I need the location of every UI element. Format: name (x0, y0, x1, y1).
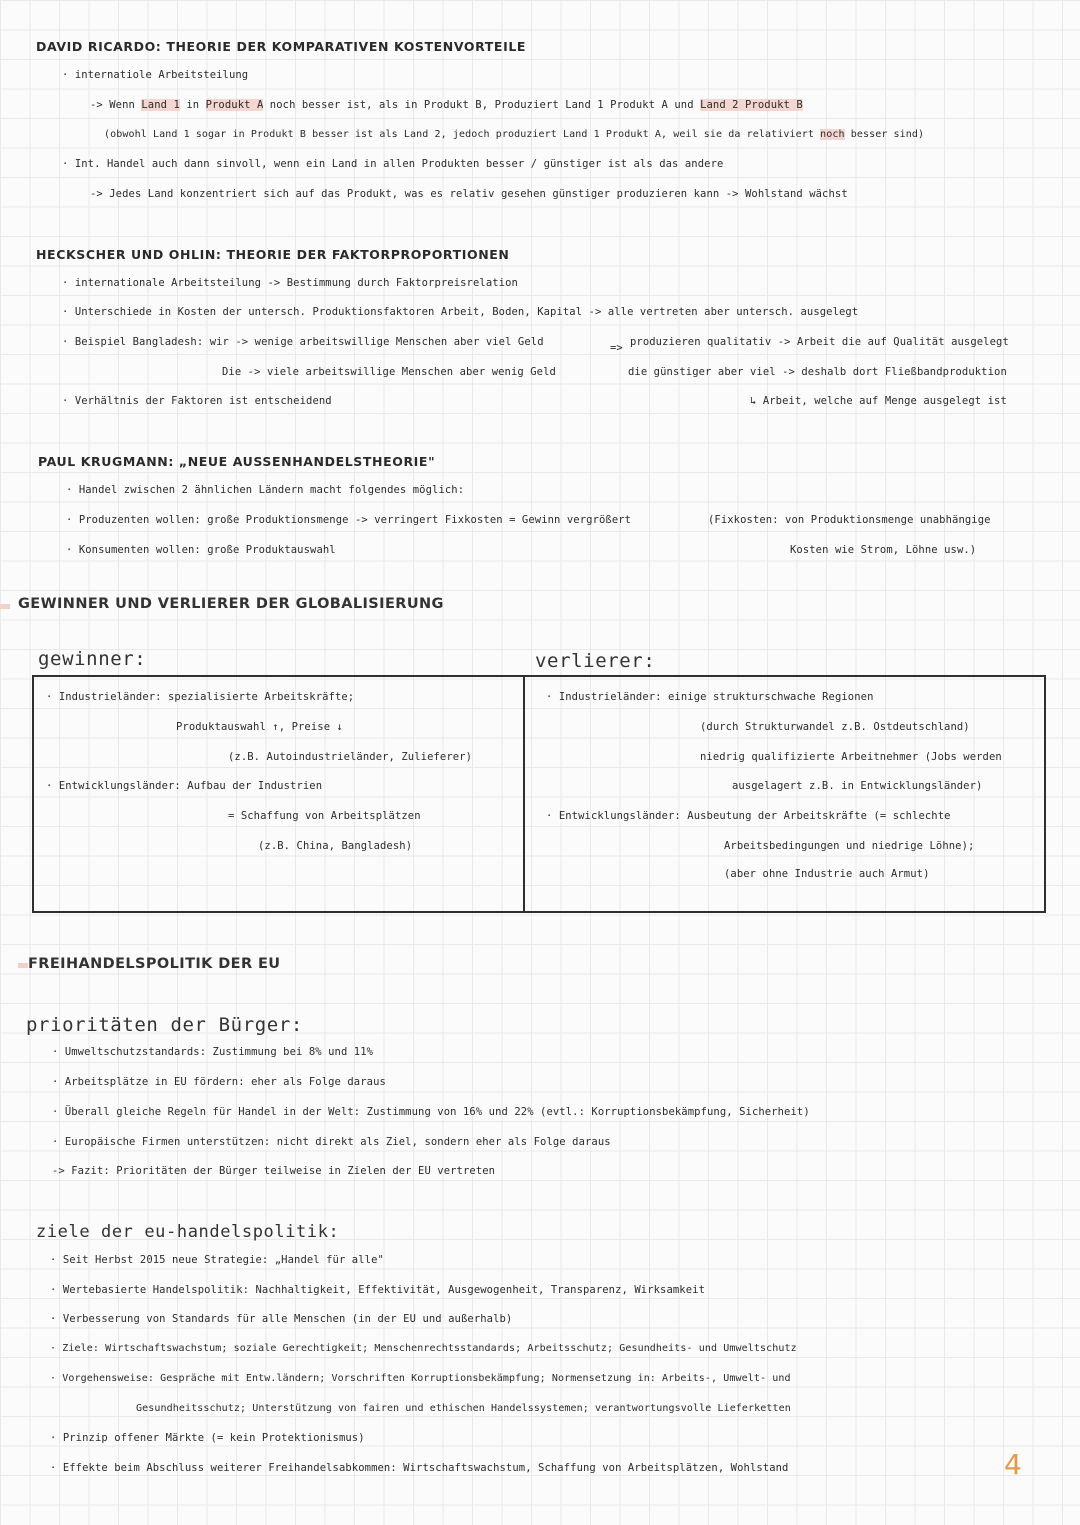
ricardo-line-3 (104, 129, 924, 140)
ziele-line-7: · Prinzip offener Märkte (= kein Protektionismus) (50, 1432, 365, 1444)
highlight-land-2: Land 2 Produkt B (700, 99, 803, 111)
krugmann-heading: PAUL KRUGMANN: „NEUE AUSSENHANDELSTHEORIE" (38, 454, 436, 469)
ziele-line-5: · Vorgehensweise: Gespräche mit Entw.ländern; Vorschriften Korruptionsbekämpfung; Normensetzung in: Arbeits-, Umwelt- und (50, 1373, 791, 1384)
prio-line-4: · Europäische Firmen unterstützen: nicht direkt als Ziel, sondern eher als Folge daraus (52, 1136, 611, 1148)
ricardo-line-1: · internatiole Arbeitsteilung (62, 69, 249, 81)
heckscher-line-5a: · Verhältnis der Faktoren ist entscheidend (62, 395, 332, 407)
krugmann-line-2b: (Fixkosten: von Produktionsmenge unabhängige (708, 514, 991, 526)
verlierer-line-7: (aber ohne Industrie auch Armut) (724, 868, 930, 880)
verlierer-line-6: Arbeitsbedingungen und niedrige Löhne); (724, 840, 975, 852)
ziele-title: ziele der eu-handelspolitik: (36, 1222, 340, 1242)
heckscher-line-5b: ↳ Arbeit, welche auf Menge ausgelegt ist (750, 395, 1007, 407)
krugmann-line-1: · Handel zwischen 2 ähnlichen Ländern macht folgendes möglich: (66, 484, 465, 496)
krugmann-line-3a: · Konsumenten wollen: große Produktauswahl (66, 544, 336, 556)
heckscher-line-3c: produzieren qualitativ -> Arbeit die auf Qualität ausgelegt (630, 336, 1009, 348)
krugmann-line-3b: Kosten wie Strom, Löhne usw.) (790, 544, 977, 556)
prio-line-5: -> Fazit: Prioritäten der Bürger teilweise in Zielen der EU vertreten (52, 1165, 496, 1177)
verlierer-line-5: · Entwicklungsländer: Ausbeutung der Arbeitskräfte (= schlechte (546, 810, 951, 822)
heckscher-heading: HECKSCHER UND OHLIN: THEORIE DER FAKTORPROPORTIONEN (36, 247, 510, 262)
freihandel-heading: FREIHANDELSPOLITIK DER EU (28, 956, 281, 972)
text-fragment: (obwohl Land 1 sogar in Produkt B besser ist als Land 2, jedoch produziert Land 1 Produkt A, weil sie da relativiert (104, 129, 821, 140)
gewinner-line-3: (z.B. Autoindustrieländer, Zulieferer) (228, 751, 473, 763)
prio-line-1: · Umweltschutzstandards: Zustimmung bei 8% und 11% (52, 1046, 374, 1058)
heckscher-line-4a: Die -> viele arbeitswillige Menschen aber wenig Geld (222, 366, 556, 378)
highlight-produkt-a: Produkt A (205, 99, 264, 111)
heading-accent-bar (18, 963, 28, 968)
heckscher-line-2: · Unterschiede in Kosten der untersch. Produktionsfaktoren Arbeit, Boden, Kapital -> alle vertreten aber untersch. ausgelegt (62, 306, 859, 318)
text-fragment: besser sind) (844, 129, 925, 140)
ziele-line-4: · Ziele: Wirtschaftswachstum; soziale Gerechtigkeit; Menschenrechtsstandards; Arbeitsschutz; Gesundheits- und Umweltschutz (50, 1343, 797, 1354)
ziele-line-2: · Wertebasierte Handelspolitik: Nachhaltigkeit, Effektivität, Ausgewogenheit, Transparenz, Wirksamkeit (50, 1284, 705, 1296)
ziele-line-6: Gesundheitsschutz; Unterstützung von fairen und ethischen Handelssystemen; verantwortungsvolle Lieferketten (136, 1403, 791, 1414)
verlierer-line-4: ausgelagert z.B. in Entwicklungsländer) (732, 780, 983, 792)
ziele-line-8: · Effekte beim Abschluss weiterer Freihandelsabkommen: Wirtschaftswachstum, Schaffung von Arbeitsplätzen, Wohlstand (50, 1462, 789, 1474)
ricardo-heading: DAVID RICARDO: THEORIE DER KOMPARATIVEN KOSTENVORTEILE (36, 39, 527, 54)
ricardo-line-5: -> Jedes Land konzentriert sich auf das Produkt, was es relativ gesehen günstiger produzieren kann -> Wohlstand wächst (90, 188, 848, 200)
ziele-line-3: · Verbesserung von Standards für alle Menschen (in der EU und außerhalb) (50, 1313, 513, 1325)
heckscher-arrow: => (610, 342, 623, 354)
heckscher-line-1: · internationale Arbeitsteilung -> Bestimmung durch Faktorpreisrelation (62, 277, 518, 289)
globalisierung-heading: GEWINNER UND VERLIERER DER GLOBALISIERUNG (18, 596, 444, 612)
verlierer-line-2: (durch Strukturwandel z.B. Ostdeutschland) (700, 721, 970, 733)
krugmann-line-2a: · Produzenten wollen: große Produktionsmenge -> verringert Fixkosten = Gewinn vergrößert (66, 514, 632, 526)
heckscher-line-4b: die günstiger aber viel -> deshalb dort Fließbandproduktion (628, 366, 1007, 378)
verlierer-line-3: niedrig qualifizierte Arbeitnehmer (Jobs werden (700, 751, 1002, 763)
verlierer-line-1: · Industrieländer: einige strukturschwache Regionen (546, 691, 874, 703)
ziele-line-1: · Seit Herbst 2015 neue Strategie: „Handel für alle" (50, 1254, 384, 1266)
table-divider (523, 675, 525, 911)
gewinner-line-5: = Schaffung von Arbeitsplätzen (228, 810, 421, 822)
ricardo-line-4: · Int. Handel auch dann sinvoll, wenn ein Land in allen Produkten besser / günstiger ist als das andere (62, 158, 724, 170)
prioritaeten-title: prioritäten der Bürger: (26, 1014, 303, 1036)
prio-line-2: · Arbeitsplätze in EU fördern: eher als Folge daraus (52, 1076, 386, 1088)
text-fragment: -> Wenn (90, 99, 142, 111)
text-fragment: in (179, 99, 206, 111)
highlight-land-1: Land 1 (141, 99, 180, 111)
heckscher-line-3a: · Beispiel Bangladesh: wir -> wenige arbeitswillige Menschen aber viel Geld (62, 336, 544, 348)
text-fragment: noch besser ist, als in Produkt B, Produziert Land 1 Produkt A und (263, 99, 701, 111)
highlight-noch: noch (820, 129, 845, 140)
heading-accent-bar (0, 604, 10, 609)
gewinner-title: gewinner: (38, 648, 147, 670)
gewinner-line-1: · Industrieländer: spezialisierte Arbeitskräfte; (46, 691, 355, 703)
page-number: 4 (1004, 1448, 1022, 1481)
gewinner-line-6: (z.B. China, Bangladesh) (258, 840, 413, 852)
verlierer-title: verlierer: (535, 650, 656, 672)
gewinner-line-2: Produktauswahl ↑, Preise ↓ (176, 721, 343, 733)
prio-line-3: · Überall gleiche Regeln für Handel in der Welt: Zustimmung von 16% und 22% (evtl.: Korruptionsbekämpfung, Sicherheit) (52, 1106, 810, 1118)
ricardo-line-2 (90, 99, 803, 111)
gewinner-line-4: · Entwicklungsländer: Aufbau der Industrien (46, 780, 323, 792)
